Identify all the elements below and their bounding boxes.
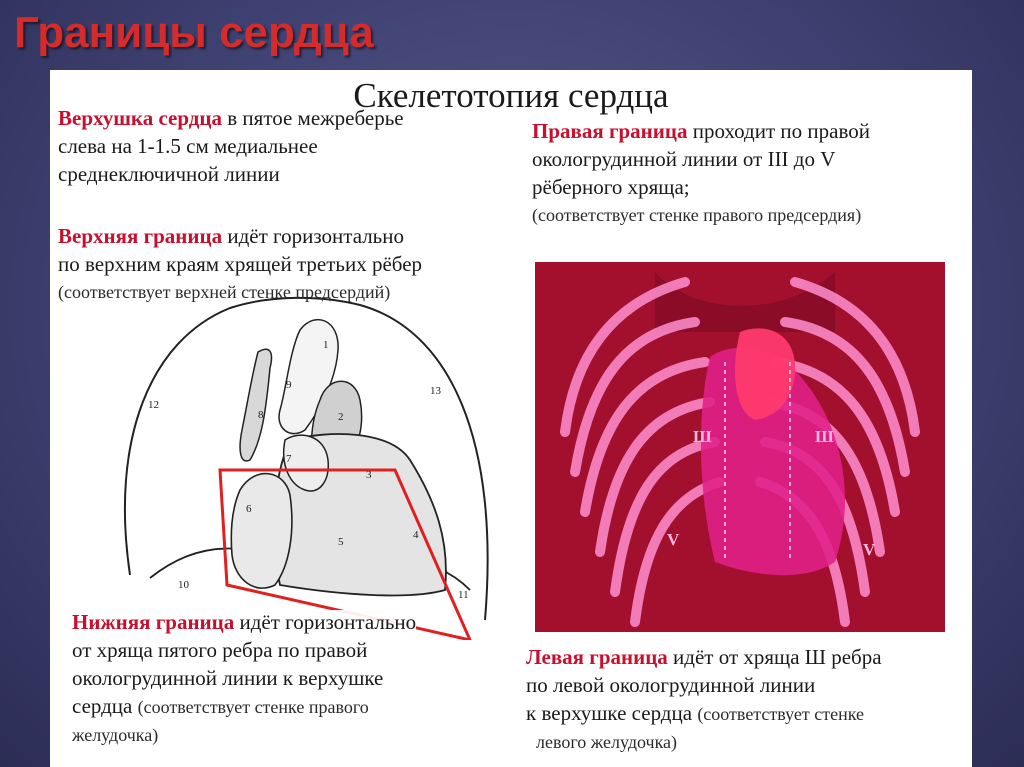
left-border-text: Левая граница идёт от хряща Ш ребра по левой окологрудинной линии к верхушке сердца (соответствует стенке левого желудочка) bbox=[526, 645, 882, 752]
slide-title: Границы сердца bbox=[14, 8, 374, 57]
right-term: Правая граница bbox=[532, 119, 688, 143]
diagram-number-7: 7 bbox=[286, 453, 292, 465]
diagram-number-13: 13 bbox=[430, 385, 441, 397]
heart-borders-diagram bbox=[90, 290, 510, 640]
diagram-number-8: 8 bbox=[258, 409, 264, 421]
diagram-number-3: 3 bbox=[366, 469, 372, 481]
diagram-number-2: 2 bbox=[338, 411, 344, 423]
lower-term: Нижняя граница bbox=[72, 610, 235, 634]
xray-label-5-right: V bbox=[667, 530, 680, 549]
upper-border-text: Верхняя граница идёт горизонтально по верхним краям хрящей третьих рёбер (соответствует верхней стенке предсердий) bbox=[58, 224, 423, 302]
diagram-number-10: 10 bbox=[178, 579, 189, 591]
vessel-8 bbox=[240, 349, 271, 461]
left-term: Левая граница bbox=[526, 645, 668, 669]
lower-border-text: Нижняя граница идёт горизонтально от хряща пятого ребра по правой окологрудинной линии к верхушке сердца (соответствует стенке правого желудочка) bbox=[72, 610, 417, 745]
xray-label-5-left: V bbox=[863, 540, 876, 559]
diagram-number-12: 12 bbox=[148, 399, 159, 411]
xray-label-3-right: Ш bbox=[693, 427, 712, 446]
right-border-text: Правая граница проходит по правой окологрудинной линии от III до V рёберного хряща; (соответствует стенке правого предсердия) bbox=[532, 119, 870, 225]
diagram-number-4: 4 bbox=[413, 529, 419, 541]
diagram-number-1: 1 bbox=[323, 339, 329, 351]
chest-xray-image bbox=[535, 262, 945, 632]
apex-term: Верхушка сердца bbox=[58, 106, 222, 130]
panel-title: Скелетотопия сердца bbox=[353, 76, 669, 115]
diagram-number-6: 6 bbox=[246, 503, 252, 515]
atrium-6 bbox=[231, 474, 292, 589]
diagram-number-5: 5 bbox=[338, 536, 344, 548]
upper-term: Верхняя граница bbox=[58, 224, 223, 248]
apex-text: Верхушка сердца в пятое межреберье слева на 1-1.5 см медиальнее среднеключичной линии bbox=[58, 106, 404, 186]
diagram-number-9: 9 bbox=[286, 379, 292, 391]
xray-label-3-left: Ш bbox=[815, 427, 834, 446]
diagram-number-11: 11 bbox=[458, 589, 469, 601]
content-panel bbox=[50, 70, 972, 767]
